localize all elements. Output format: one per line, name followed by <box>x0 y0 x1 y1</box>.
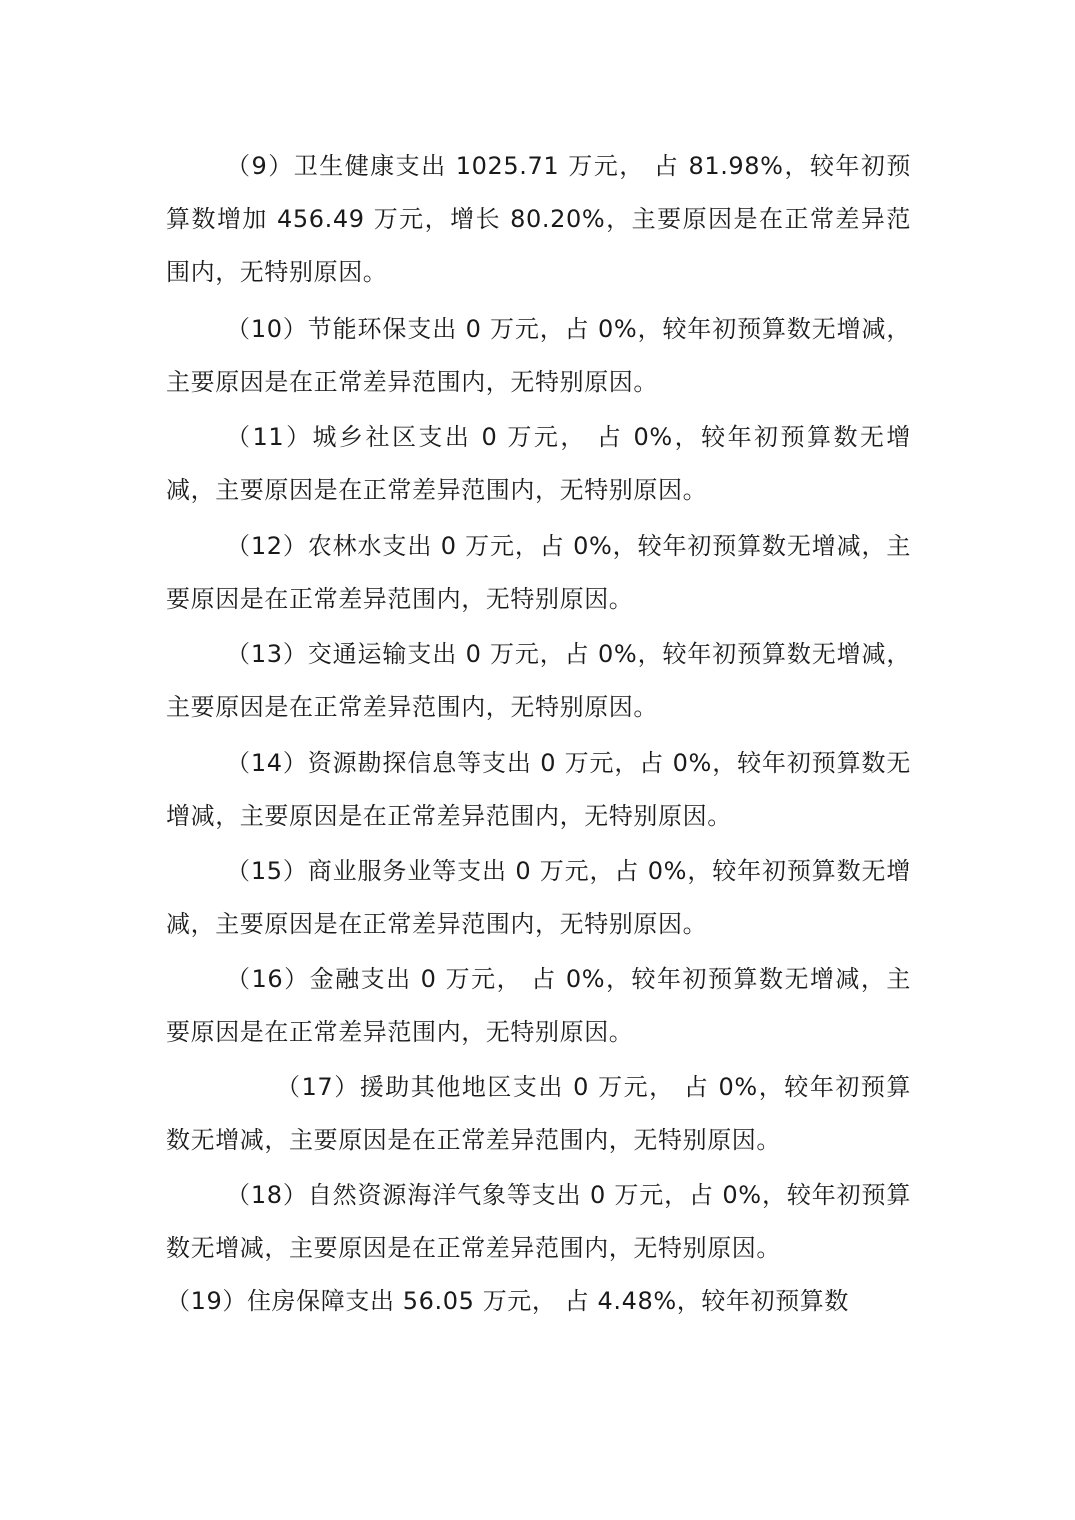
paragraph-housing-security: （19）住房保障支出 56.05 万元， 占 4.48%，较年初预算数 <box>166 1287 850 1315</box>
paragraph-finance: （16）金融支出 0 万元， 占 0%，较年初预算数无增减，主要原因是在正常差异范围内，无特别原因。 <box>166 965 911 1046</box>
paragraph-transportation: （13）交通运输支出 0 万元，占 0%，较年初预算数无增减，主要原因是在正常差异范围内，无特别原因。 <box>166 640 911 721</box>
paragraph-commerce-services: （15）商业服务业等支出 0 万元，占 0%，较年初预算数无增减，主要原因是在正常差异范围内，无特别原因。 <box>166 857 911 938</box>
paragraph-natural-resources: （18）自然资源海洋气象等支出 0 万元，占 0%，较年初预算数无增减，主要原因是在正常差异范围内，无特别原因。 <box>166 1181 911 1262</box>
paragraph-aid-other-regions: （17）援助其他地区支出 0 万元， 占 0%，较年初预算数无增减，主要原因是在正常差异范围内，无特别原因。 <box>166 1073 911 1154</box>
paragraph-urban-rural-community: （11）城乡社区支出 0 万元， 占 0%，较年初预算数无增减，主要原因是在正常差异范围内，无特别原因。 <box>166 423 911 504</box>
paragraph-health-expenditure: （9）卫生健康支出 1025.71 万元， 占 81.98%，较年初预算数增加 456.49 万元，增长 80.20%，主要原因是在正常差异范围内，无特别原因。 <box>166 152 911 286</box>
paragraph-energy-environment: （10）节能环保支出 0 万元，占 0%，较年初预算数无增减，主要原因是在正常差异范围内，无特别原因。 <box>166 315 911 396</box>
paragraph-resource-exploration: （14）资源勘探信息等支出 0 万元，占 0%，较年初预算数无增减，主要原因是在正常差异范围内，无特别原因。 <box>166 749 911 830</box>
paragraph-agriculture-forestry-water: （12）农林水支出 0 万元，占 0%，较年初预算数无增减，主要原因是在正常差异范围内，无特别原因。 <box>166 532 911 613</box>
